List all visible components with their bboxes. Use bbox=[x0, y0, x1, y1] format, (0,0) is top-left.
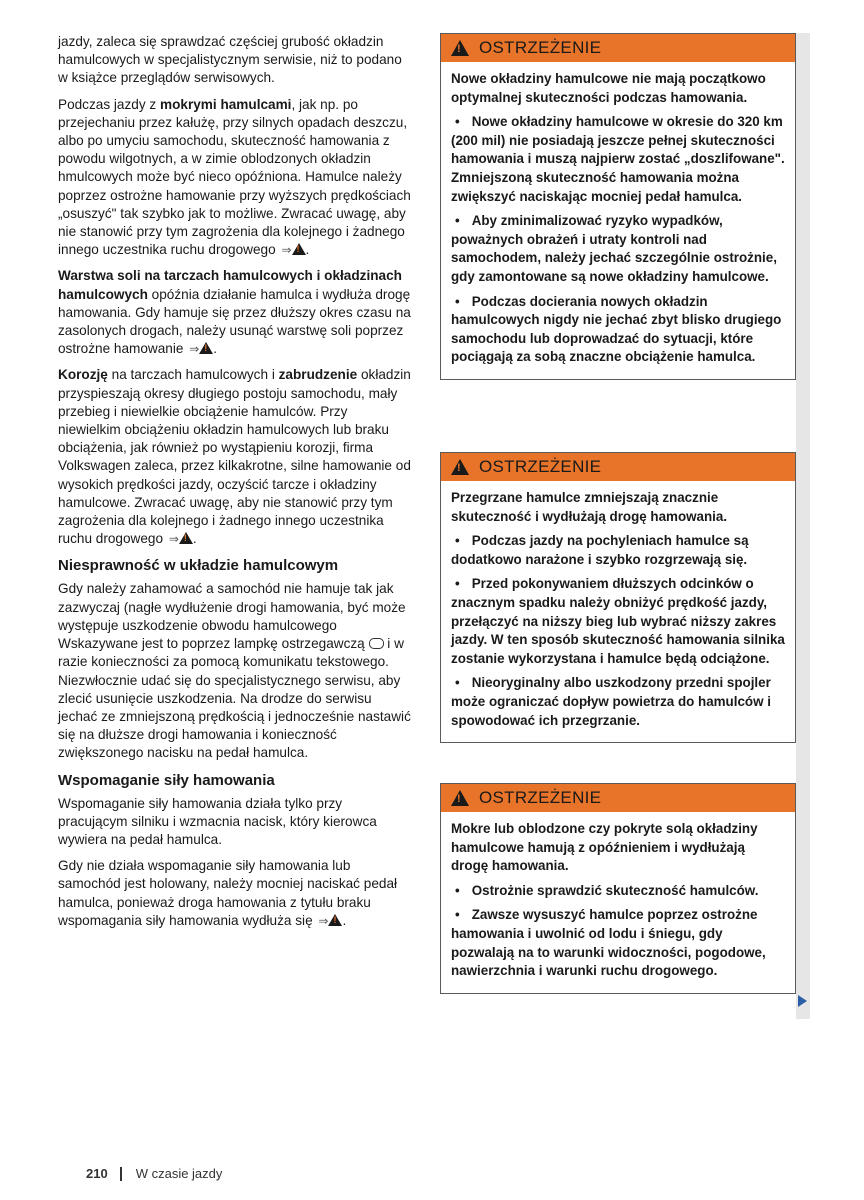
warning-box-header bbox=[441, 453, 795, 481]
page-edge-bar bbox=[796, 33, 810, 1019]
warning-box-new-pads bbox=[440, 33, 796, 380]
warning-title: OSTRZEŻENIE bbox=[479, 38, 602, 57]
warning-triangle-icon bbox=[199, 342, 213, 354]
warning-reference[interactable]: ⇒! bbox=[281, 241, 305, 259]
paragraph-brake-pad-check: jazdy, zaleca się sprawdzać częściej grubość okładzin hamulcowych w specjalistycznym serwisie, niż to podano w książce przeglądów serwisowych. bbox=[58, 34, 402, 86]
warning-intro: Mokre lub oblodzone czy pokryte solą okładziny hamulcowe hamują z opóźnieniem i wydłużają drogę hamowania. bbox=[451, 821, 758, 874]
warning-bullet: • Nieoryginalny albo uszkodzony przedni spojler może ograniczać dopływ powietrza do hamulców i spowodować ich przegrzanie. bbox=[451, 674, 785, 730]
warning-box-wet-brakes bbox=[440, 783, 796, 994]
corrosion-term: Korozję bbox=[58, 367, 108, 383]
paragraph-wet-brakes: Podczas jazdy z mokrymi hamulcami, jak np. po przejechaniu przez kałużę, przy silnych opadach deszczu, albo po umyciu samochodu, skuteczność hamowania z powodu wilgotnych, a w zimie oblodzonych okładzin hmulcowych może być nieco opóźniona. Hamulce należy poprzez ostrożne hamowanie przy wyższych prędkościach „osuszyć" tak szybko jak to możliwe. Zwracać uwagę, aby nie stanowić przy tym zagrożenia dla kolejnego i żadnego innego uczestnika ruchu drogowego ⇒! . bbox=[58, 96, 412, 260]
paragraph-brake-malfunction: Gdy należy zahamować a samochód nie hamuje tak jak zazwyczaj (nagłe wydłużenie drogi hamowania, być może występuje uszkodzenie obwodu hamulcowego Wskazywane jest to poprzez lampkę ostrzegawczą i w razie konieczności za pomocą komunikatu tekstowego. Niezwłocznie udać się do specjalistycznego serwisu, aby zlecić usunięcie uszkodzenia. Na drodze do serwisu jechać ze zmniejszoną prędkością i jednocześnie nastawić się na dłuższe drogi hamowania i konieczność zwiększonego nacisku na pedał hamulca. bbox=[58, 581, 411, 761]
left-column bbox=[58, 33, 412, 938]
page-footer bbox=[86, 1166, 222, 1181]
warning-bullet: • Nowe okładziny hamulcowe w okresie do 320 km (200 mil) nie posiadają jeszcze pełnej skuteczności hamowania i muszą najpierw zostać „doszlifowane". Zmniejszoną skuteczność hamowania można zwiększyć naciskając mocniej pedał hamulca. bbox=[451, 113, 785, 206]
warning-bullet: • Podczas docierania nowych okładzin hamulcowych nigdy nie jechać zbyt blisko drugiego samochodu lub doprowadzać do sytuacji, które pociągają za sobą znaczne obciążenie hamulca. bbox=[451, 293, 785, 367]
warning-triangle-icon bbox=[179, 532, 193, 544]
paragraph-salt-layer: Warstwa soli na tarczach hamulcowych i okładzinach hamulcowych opóźnia działanie hamulca i wydłuża drogę hamowania. Gdy hamuje się przez dłuższy okres czasu na zasolonych drogach, należy usunąć warstwę soli poprzez ostrożne hamowanie ⇒! . bbox=[58, 267, 412, 358]
continue-arrow-icon[interactable] bbox=[798, 995, 807, 1007]
salt-layer-term: Warstwa soli na tarczach hamulcowych i okładzinach hamulcowych bbox=[58, 268, 402, 302]
wet-brakes-term: mokrymi hamulcami bbox=[160, 96, 292, 112]
brake-warning-lamp-icon bbox=[369, 638, 384, 649]
warning-triangle-icon bbox=[292, 243, 306, 255]
warning-box-body bbox=[441, 812, 795, 993]
warning-intro: Przegrzane hamulce zmniejszają znacznie skuteczność i wydłużają drogę hamowania. bbox=[451, 490, 728, 524]
warning-bullet: • Ostrożnie sprawdzić skuteczność hamulców. bbox=[451, 882, 785, 901]
heading-brake-malfunction: Niesprawność w układzie hamulcowym bbox=[58, 557, 339, 575]
warning-reference[interactable]: ⇒! bbox=[169, 530, 193, 548]
warning-triangle-icon bbox=[451, 40, 469, 56]
warning-box-overheated-brakes bbox=[440, 452, 796, 743]
warning-triangle-icon bbox=[451, 790, 469, 806]
warning-bullet: • Aby zminimalizować ryzyko wypadków, poważnych obrażeń i utraty kontroli nad samochodem, należy jechać szczególnie ostrożnie, gdy zamontowane są nowe okładziny hamulcowe. bbox=[451, 212, 785, 286]
heading-brake-booster: Wspomaganie siły hamowania bbox=[58, 771, 275, 789]
paragraph-booster-failure: Gdy nie działa wspomaganie siły hamowania lub samochód jest holowany, należy mocniej naciskać pedał hamulca, ponieważ droga hamowania z tytułu braku wspomagania siły hamowania wydłuża się ⇒! . bbox=[58, 857, 412, 930]
warning-bullet: • Przed pokonywaniem dłuższych odcinków o znacznym spadku należy obniżyć prędkość jazdy, przełączyć na niższy bieg lub wybrać niższy zakres jazdy. W ten sposób skuteczność hamowania silnika zostanie wykorzystana i hamulce będą odciążone. bbox=[451, 575, 785, 668]
warning-box-body bbox=[441, 62, 795, 379]
warning-reference[interactable]: ⇒! bbox=[189, 340, 213, 358]
page-number: 210 bbox=[86, 1166, 108, 1181]
warning-triangle-icon bbox=[451, 459, 469, 475]
warning-bullet: • Podczas jazdy na pochyleniach hamulce są dodatkowo narażone i szybko rozgrzewają się. bbox=[451, 532, 785, 569]
warning-reference[interactable]: ⇒! bbox=[318, 912, 342, 930]
warning-title: OSTRZEŻENIE bbox=[479, 457, 602, 476]
warning-bullet: • Zawsze wysuszyć hamulce poprzez ostrożne hamowania i uwolnić od lodu i śniegu, gdy pozwalają na to warunki widoczności, pogodowe, nawierzchnia i warunki ruchu drogowego. bbox=[451, 906, 785, 980]
contamination-term: zabrudzenie bbox=[278, 367, 358, 383]
warning-intro: Nowe okładziny hamulcowe nie mają początkowo optymalnej skuteczności podczas hamowania. bbox=[451, 71, 766, 105]
warning-triangle-icon bbox=[328, 914, 342, 926]
footer-separator bbox=[120, 1167, 122, 1181]
warning-box-header bbox=[441, 784, 795, 812]
paragraph-brake-booster: Wspomaganie siły hamowania działa tylko przy pracującym silniku i wzmacnia nacisk, który kierowca wywiera na pedał hamulca. bbox=[58, 795, 377, 847]
warning-box-body bbox=[441, 481, 795, 742]
paragraph-corrosion: Korozję na tarczach hamulcowych i zabrudzenie okładzin przyspieszają okresy długiego postoju samochodu, mały przebieg i niewielkie obciążenie hamulców. Przy niewielkim obciążeniu okładzin hamulcowych lub braku obciążenia, jak również po wystąpieniu korozji, firma Volkswagen zaleca, przez kilkakrotne, silne hamowanie od wysokich prędkości jazdy, oczyścić tarcze i okładziny hamulcowe. Zwracać uwagę, aby nie stanowić przy tym zagrożenia dla kolejnego i żadnego innego uczestnika ruchu drogowego ⇒! . bbox=[58, 366, 412, 548]
warning-title: OSTRZEŻENIE bbox=[479, 788, 602, 807]
warning-box-header bbox=[441, 34, 795, 62]
section-title: W czasie jazdy bbox=[135, 1166, 223, 1181]
